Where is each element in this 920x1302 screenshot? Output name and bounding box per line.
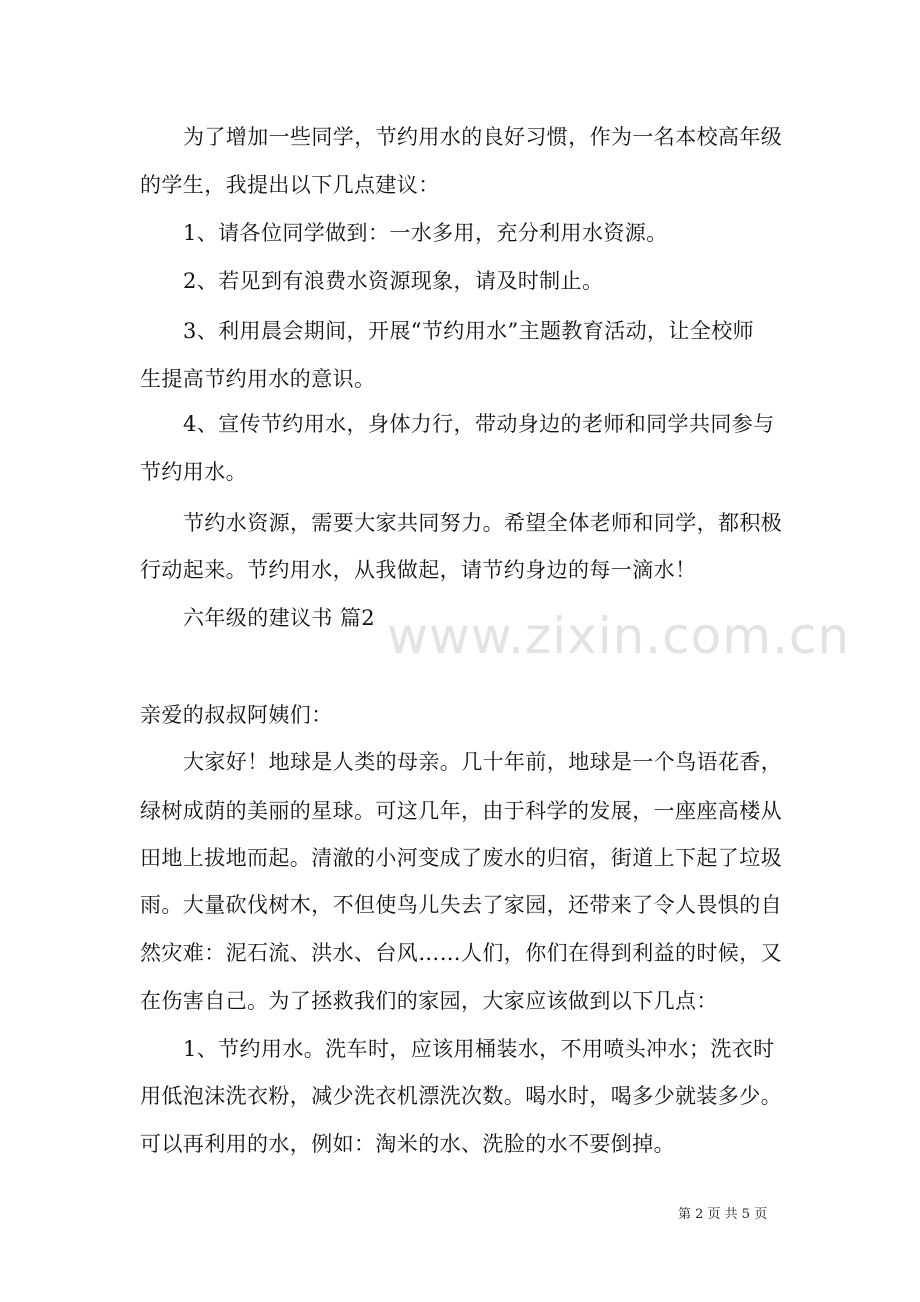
salutation: 亲爱的叔叔阿姨们：	[140, 703, 333, 727]
paragraph-line: 1、节约用水。洗车时，应该用桶装水，不用喷头冲水；洗衣时	[183, 1037, 775, 1061]
paragraph-line: 田地上拔地而起。清澈的小河变成了废水的归宿，街道上下起了垃圾	[140, 846, 782, 870]
paragraph-line: 2、若见到有浪费水资源现象，请及时制止。	[183, 269, 604, 293]
page-number: 第 2 页 共 5 页	[678, 1207, 768, 1222]
paragraph-line: 节约水资源，需要大家共同努力。希望全体老师和同学，都积极	[183, 511, 783, 535]
watermark: www.zixin.com.cn	[387, 607, 851, 665]
paragraph-line: 然灾难：泥石流、洪水、台风……人们，你们在得到利益的时候，又	[140, 941, 782, 965]
paragraph-line: 生提高节约用水的意识。	[140, 367, 376, 391]
paragraph-line: 4、宣传节约用水，身体力行，带动身边的老师和同学共同参与	[183, 412, 775, 436]
paragraph-line: 的学生，我提出以下几点建议：	[140, 173, 440, 197]
paragraph-line: 3、利用晨会期间，开展“节约用水”主题教育活动，让全校师	[183, 319, 755, 343]
paragraph-line: 绿树成荫的美丽的星球。可这几年，由于科学的发展，一座座高楼从	[140, 799, 782, 823]
paragraph-line: 行动起来。节约用水，从我做起，请节约身边的每一滴水！	[140, 558, 697, 582]
paragraph-line: 节约用水。	[140, 460, 247, 484]
paragraph-line: 大家好！地球是人类的母亲。几十年前，地球是一个鸟语花香，	[183, 750, 783, 774]
paragraph-line: 雨。大量砍伐树木，不但使鸟儿失去了家园，还带来了令人畏惧的自	[140, 893, 782, 917]
paragraph-line: 1、请各位同学做到：一水多用，充分利用水资源。	[183, 221, 668, 245]
paragraph-line: 在伤害自己。为了拯救我们的家园，大家应该做到以下几点：	[140, 989, 718, 1013]
paragraph-line: 用低泡沫洗衣粉，减少洗衣机漂洗次数。喝水时，喝多少就装多少。	[140, 1084, 782, 1108]
paragraph-line: 可以再利用的水，例如：淘米的水、洗脸的水不要倒掉。	[140, 1132, 675, 1156]
paragraph-line: 为了增加一些同学，节约用水的良好习惯，作为一名本校高年级	[183, 125, 783, 149]
section-heading: 六年级的建议书 篇2	[183, 606, 376, 630]
